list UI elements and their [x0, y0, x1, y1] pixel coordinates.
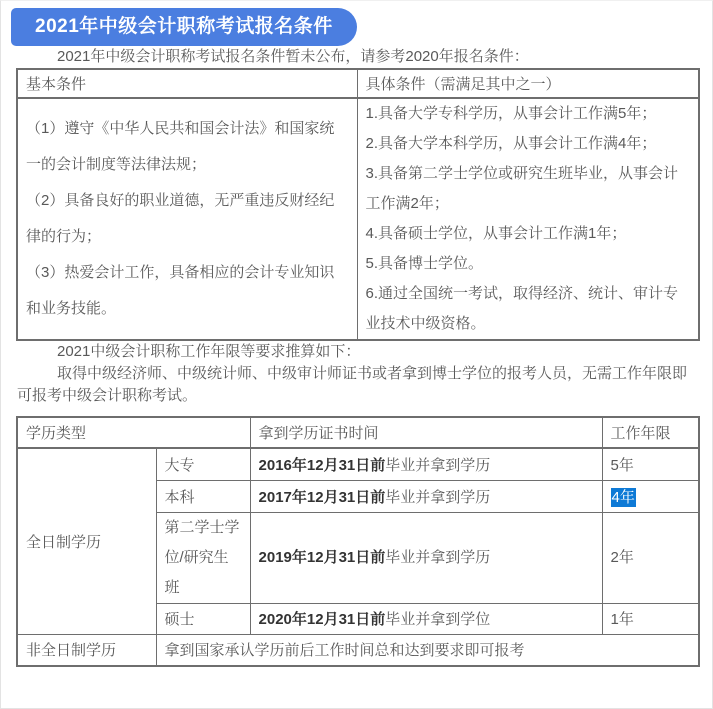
deadline-date: 2020年12月31日前 [258, 611, 386, 628]
work-years-cell: 5年 [602, 448, 699, 480]
specific-condition-item: 2.具备大学本科学历，从事会计工作满4年； [365, 135, 657, 152]
parttime-label-cell: 非全日制学历 [17, 634, 156, 666]
fulltime-group-cell: 全日制学历 [17, 448, 156, 634]
work-years-header-row [17, 417, 699, 448]
specific-condition-item: 1.具备大学专科学历，从事会计工作满5年； [365, 105, 657, 122]
deadline-suffix: 毕业并拿到学历 [385, 548, 491, 566]
conditions-table-body-row [17, 98, 699, 340]
basic-conditions-cell [17, 98, 357, 340]
parttime-note-cell: 拿到国家承认学历前后工作时间总和达到要求即可报考 [156, 634, 699, 666]
education-type-header: 学历类型 [17, 417, 250, 448]
work-years-header: 工作年限 [602, 417, 699, 448]
basic-condition-item: （1）遵守《中华人民共和国会计法》和国家统一的会计制度等法律法规； [26, 120, 335, 173]
certificate-time-cell [250, 603, 602, 634]
work-years-cell: 1年 [602, 603, 699, 634]
specific-condition-item: 3.具备第二学士学位或研究生班毕业，从事会计工作满2年； [365, 165, 679, 212]
deadline-suffix: 毕业并拿到学历 [385, 456, 491, 474]
deadline-date: 2017年12月31日前 [258, 488, 386, 506]
work-years-intro-paragraph: 2021中级会计职称工作年限等要求推算如下： [57, 343, 361, 360]
selected-text-highlight: 4年 [611, 488, 635, 506]
basic-condition-item: （2）具备良好的职业道德，无严重违反财经纪律的行为； [26, 192, 335, 245]
intro-paragraph: 2021年中级会计职称考试报名条件暂未公布，请参考2020年报名条件： [57, 48, 529, 65]
education-type-cell: 第二学士学位/研究生班 [156, 512, 250, 603]
certificate-time-cell [250, 512, 602, 603]
specific-condition-item: 6.通过全国统一考试，取得经济、统计、审计专业技术中级资格。 [365, 285, 679, 332]
education-type-cell: 本科 [156, 480, 250, 512]
deadline-date: 2019年12月31日前 [258, 548, 386, 566]
specific-condition-item: 5.具备博士学位。 [365, 255, 484, 272]
work-years-cell [602, 480, 699, 512]
conditions-table [16, 68, 700, 341]
specific-conditions-header: 具体条件（需满足其中之一） [357, 69, 699, 98]
work-years-table [16, 416, 700, 667]
basic-condition-item: （3）热爱会计工作，具备相应的会计专业知识和业务技能。 [26, 264, 335, 317]
certificate-time-cell [250, 480, 602, 512]
education-type-cell: 大专 [156, 448, 250, 480]
certificate-time-header: 拿到学历证书时间 [250, 417, 602, 448]
page-title-banner [11, 8, 357, 46]
education-type-cell: 硕士 [156, 603, 250, 634]
conditions-table-header-row [17, 69, 699, 98]
deadline-suffix: 毕业并拿到学位 [385, 611, 491, 628]
table-row-dazhuan [17, 448, 699, 480]
exemption-note-paragraph: 取得中级经济师、中级统计师、中级审计师证书或者拿到博士学位的报考人员，无需工作年限即可报考中级会计职称考试。 [17, 365, 688, 404]
page-title: 2021年中级会计职称考试报名条件 [35, 16, 333, 37]
specific-conditions-cell [357, 98, 699, 340]
work-years-cell: 2年 [602, 512, 699, 603]
specific-condition-item: 4.具备硕士学位，从事会计工作满1年； [365, 225, 627, 242]
basic-conditions-header: 基本条件 [17, 69, 357, 98]
deadline-date: 2016年12月31日前 [258, 456, 386, 474]
deadline-suffix: 毕业并拿到学历 [385, 488, 491, 506]
certificate-time-cell [250, 448, 602, 480]
table-row-parttime [17, 634, 699, 666]
